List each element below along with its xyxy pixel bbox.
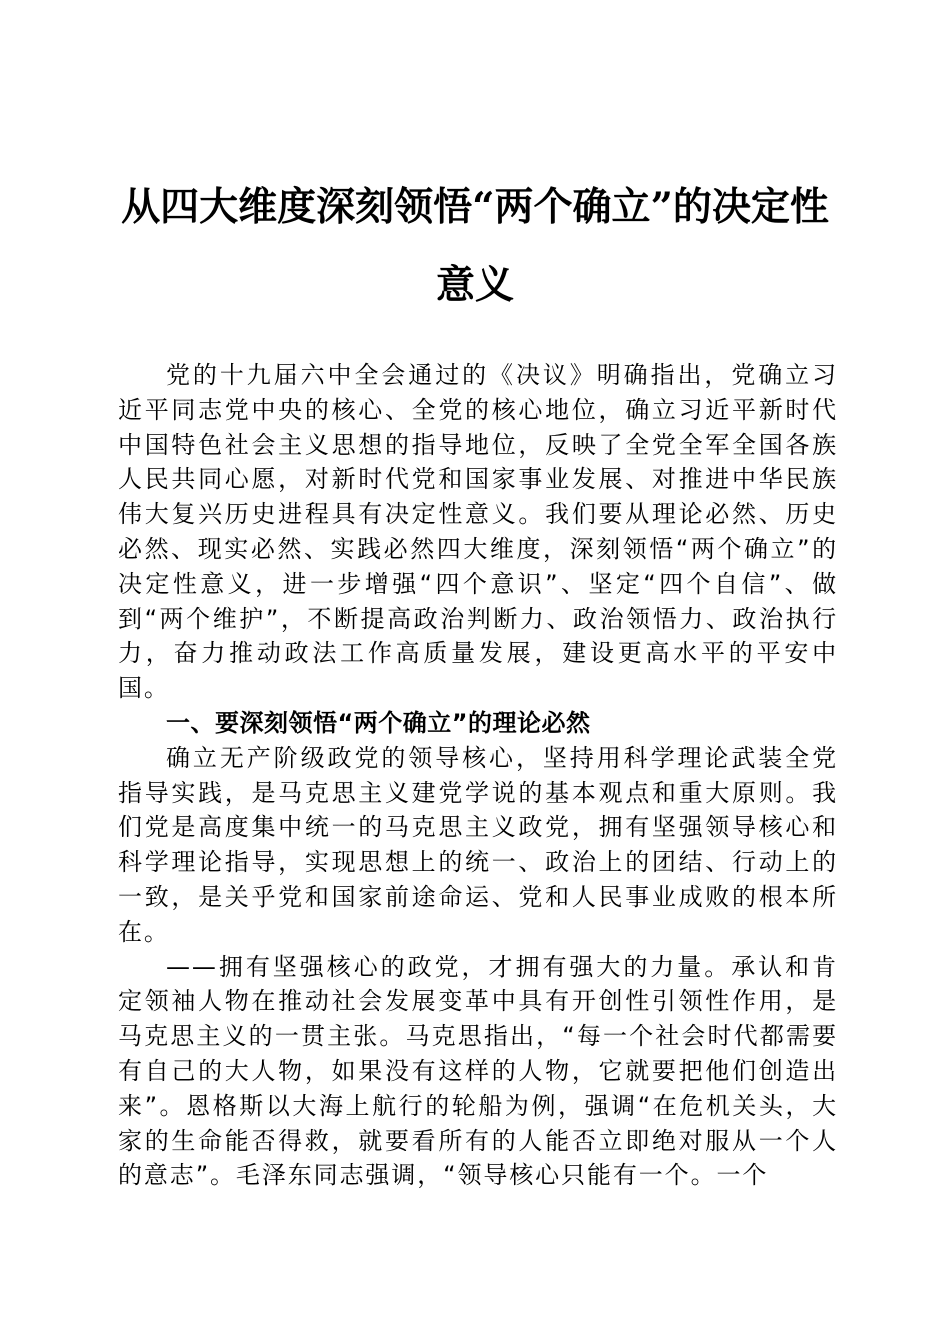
document-body [118, 358, 838, 1193]
intro-paragraph: 党的十九届六中全会通过的《决议》明确指出，党确立习近平同志党中央的核心、全党的核心地位，确立习近平新时代中国特色社会主义思想的指导地位，反映了全党全军全国各族人民共同心愿，对新时代党和国家事业发展、对推进中华民族伟大复兴历史进程具有决定性意义。我们要从理论必然、历史必然、现实必然、实践必然四大维度，深刻领悟“两个确立”的决定性意义，进一步增强“四个意识”、坚定“四个自信”、做到“两个维护”，不断提高政治判断力、政治领悟力、政治执行力，奋力推动政法工作高质量发展，建设更高水平的平安中国。 [118, 361, 838, 703]
section-1-heading: 一、要深刻领悟“两个确立”的理论必然 [166, 708, 591, 737]
section-1-paragraph-2: ——拥有坚强核心的政党，才拥有强大的力量。承认和肯定领袖人物在推动社会发展变革中具有开创性引领性作用，是马克思主义的一贯主张。马克思指出，“每一个社会时代都需要有自己的大人物，如果没有这样的人物，它就要把他们创造出来”。恩格斯以大海上航行的轮船为例，强调“在危机关头，大家的生命能否得救，就要看所有的人能否立即绝对服从一个人的意志”。毛泽东同志强调，“领导核心只能有一个。一个 [118, 952, 838, 1190]
document-title: 从四大维度深刻领悟“两个确立”的决定性意义 [121, 184, 829, 308]
section-1-paragraph-1: 确立无产阶级政党的领导核心，坚持用科学理论武装全党指导实践，是马克思主义建党学说的基本观点和重大原则。我们党是高度集中统一的马克思主义政党，拥有坚强领导核心和科学理论指导，实现思想上的统一、政治上的团结、行动上的一致，是关乎党和国家前途命运、党和人民事业成败的根本所在。 [118, 743, 838, 946]
